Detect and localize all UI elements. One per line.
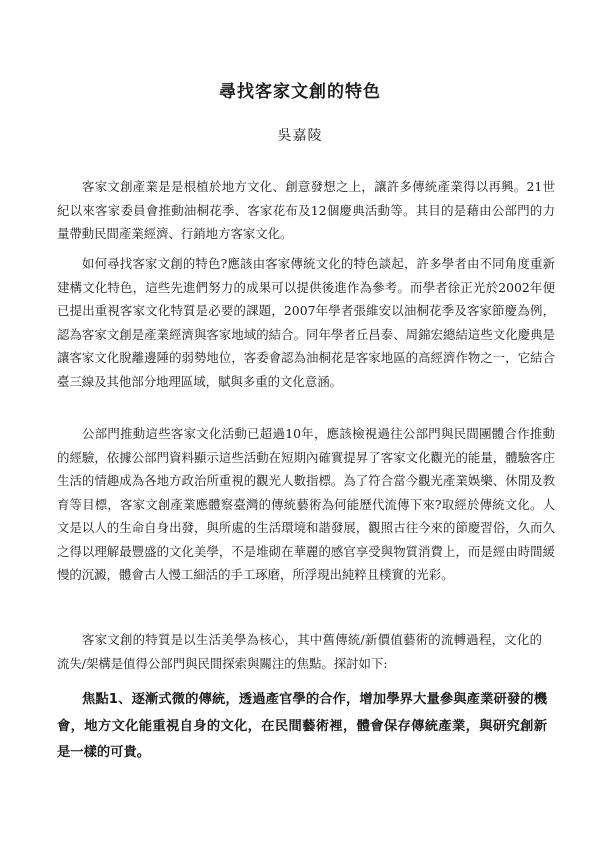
author-name: 吳嘉陵 bbox=[277, 128, 323, 144]
document-title: 尋找客家文創的特色 bbox=[219, 82, 381, 102]
focus-point-1: 焦點1、逐漸式微的傳統，透過產官學的合作，增加學界大量參與產業研發的機會，地方文化能重視自身的文化，在民間藝術裡，體會保存傳統產業，與研究創新是一樣的可貴。 bbox=[57, 692, 547, 760]
paragraph-intro: 客家文創產業是是根植於地方文化、創意發想之上，讓許多傳統產業得以再興。21世紀以來客家委員會推動油桐花季、客家花布及12個慶典活動等。其目的是藉由公部門的力量帶動民間產業經濟、行銷地方客家文化。 bbox=[57, 179, 555, 241]
paragraph-scholars: 如何尋找客家文創的特色?應該由客家傳統文化的特色談起，許多學者由不同角度重新建構文化特色，這些先進們努力的成果可以提供後進作為參考。而學者徐正光於2002年便已提出重視客家文化特質是必要的課題，2007年學者張維安以油桐花季及客家節慶為例，認為客家文創是產業經濟與客家地域的結合。同年學者丘昌泰、周錦宏總結這些文化慶典是讓客家文化脫離邊陲的弱勢地位，客委會認為油桐花是客家地區的高經濟作物之一，它結合臺三線及其他部分地理區域，賦與多重的文化意涵。 bbox=[57, 256, 555, 389]
paragraph-characteristics: 客家文創的特質是以生活美學為核心，其中舊傳統/新價值藝術的流轉過程，文化的流失/架構是值得公部門與民間探索與關注的焦點。探討如下: bbox=[57, 632, 542, 671]
paragraph-public-sector: 公部門推動這些客家文化活動已超過10年，應該檢視過往公部門與民間團體合作推動的經驗，依據公部門資料顯示這些活動在短期內確實提昇了客家文化觀光的能量，體驗客庄生活的情趣成為各地方政治所重視的觀光人數指標。為了符合當今觀光產業娛樂、休閒及教育等目標，客家文創產業應體察臺灣的傳統藝術為何能歷代流傳下來?取經於傳統文化。人文是以人的生命自身出發，與所處的生活環境和諧發展，觀照古往今來的節慶習俗，久而久之得以理解最豐盛的文化美學，不是堆砌在華麗的感官享受與物質消費上，而是經由時間緩慢的沉澱，體會古人慢工細活的手工琢磨，所浮現出純粹且樸實的光彩。 bbox=[57, 426, 555, 582]
